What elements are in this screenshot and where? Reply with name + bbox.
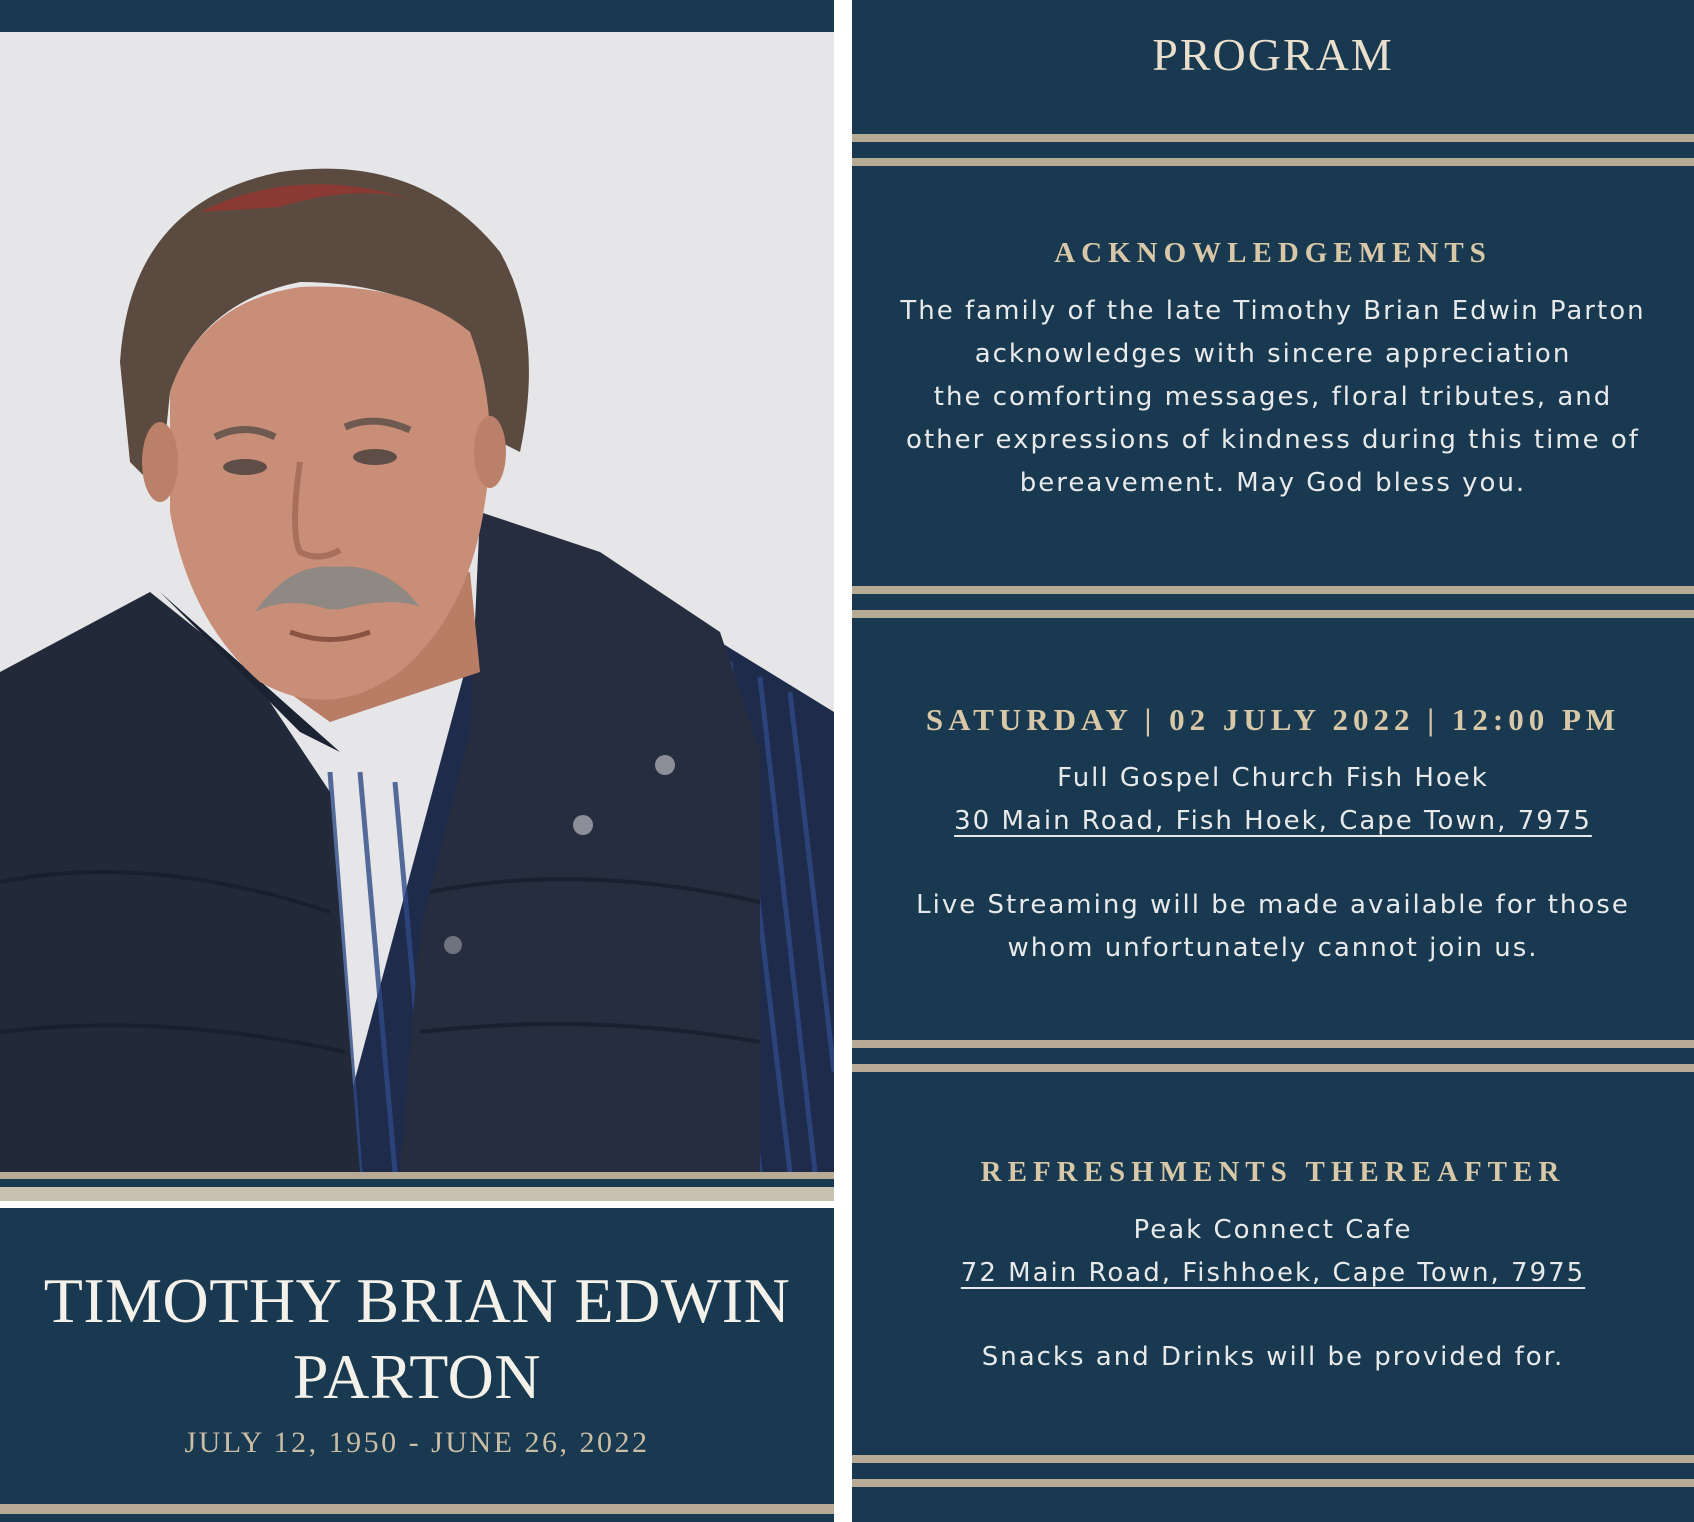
name-line-1: TIMOTHY BRIAN EDWIN xyxy=(43,1265,791,1336)
acknowledgements-line: The family of the late Timothy Brian Edwin Parton xyxy=(900,296,1646,326)
navy-divider xyxy=(0,1179,834,1187)
tan-stripe xyxy=(852,1064,1694,1072)
tan-stripe xyxy=(852,1479,1694,1487)
tan-stripe xyxy=(852,1455,1694,1463)
service-date-heading: SATURDAY | 02 JULY 2022 | 12:00 PM xyxy=(925,702,1621,737)
portrait-photo xyxy=(0,32,834,1172)
refreshments-heading: REFRESHMENTS THEREAFTER xyxy=(980,1156,1566,1188)
tan-stripe xyxy=(852,586,1694,594)
acknowledgements-heading: ACKNOWLEDGEMENTS xyxy=(1054,237,1492,269)
refreshments-address-row xyxy=(852,1252,1694,1295)
acknowledgements-line: the comforting messages, floral tributes, and xyxy=(933,382,1613,412)
acknowledgements-line: acknowledges with sincere appreciation xyxy=(974,339,1572,369)
tan-stripe xyxy=(0,1172,834,1179)
acknowledgements-line: bereavement. May God bless you. xyxy=(1019,468,1527,498)
live-stream-line: whom unfortunately cannot join us. xyxy=(1007,933,1539,963)
top-navy-band xyxy=(0,0,834,32)
tan-stripe xyxy=(852,134,1694,142)
live-stream-line: Live Streaming will be made available for those xyxy=(916,890,1630,920)
name-line-2: PARTON xyxy=(292,1341,542,1412)
portrait-photo-area xyxy=(0,32,834,1172)
live-stream-note xyxy=(852,884,1694,970)
tan-stripe xyxy=(852,1040,1694,1048)
deceased-name xyxy=(0,1263,834,1415)
refreshments-address-link[interactable]: 72 Main Road, Fishhoek, Cape Town, 7975 xyxy=(960,1258,1586,1288)
bottom-tan-stripe xyxy=(0,1504,834,1514)
refreshments-note: Snacks and Drinks will be provided for. xyxy=(981,1342,1565,1372)
refreshments-venue: Peak Connect Cafe xyxy=(1133,1215,1413,1245)
memorial-cover-panel xyxy=(0,0,834,1522)
program-panel xyxy=(852,0,1694,1522)
tan-stripe xyxy=(0,1187,834,1201)
program-title: PROGRAM xyxy=(1152,29,1394,80)
name-block xyxy=(0,1208,834,1522)
acknowledgements-line: other expressions of kindness during this time of xyxy=(906,425,1640,455)
tan-stripe xyxy=(852,158,1694,166)
service-venue: Full Gospel Church Fish Hoek xyxy=(1057,763,1489,793)
life-dates: JULY 12, 1950 - JUNE 26, 2022 xyxy=(184,1426,650,1459)
service-address-row xyxy=(852,800,1694,843)
service-address-link[interactable]: 30 Main Road, Fish Hoek, Cape Town, 7975 xyxy=(954,806,1592,836)
tan-stripe xyxy=(852,610,1694,618)
acknowledgements-text xyxy=(852,290,1694,505)
